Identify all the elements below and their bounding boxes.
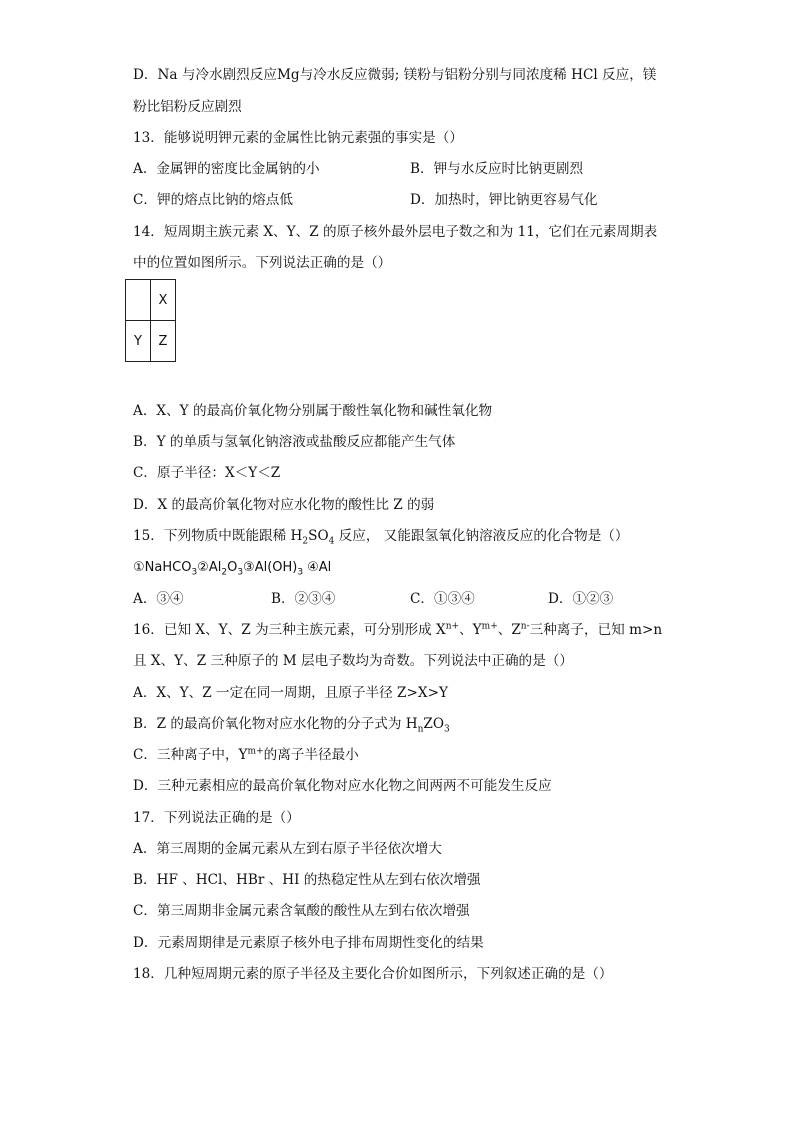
- q16-option-b: [133, 714, 450, 734]
- q16-b-sub1: n: [417, 724, 424, 735]
- q16-stem1-post: 三种离子，已知 m>n: [529, 622, 663, 638]
- q12-option-d-line2: 粉比铝粉反应剧烈: [133, 99, 242, 115]
- q13-option-a: A．金属钾的密度比金属钠的小: [133, 161, 320, 177]
- q15-option-c: C．①③④: [410, 591, 475, 607]
- q16-b-pre: B．Z 的最高价氧化物对应水化物的分子式为 H: [133, 716, 418, 732]
- q12-option-d-line1: D．Na 与冷水剧烈反应Mg与冷水反应微弱; 镁粉与铝粉分别与同浓度稀 HCl 反应，镁: [133, 67, 657, 83]
- q15-stem: [133, 526, 628, 546]
- q16-b-sub2: 3: [444, 724, 450, 735]
- q17-option-b: B．HF 、HCl、HBr 、HI 的热稳定性从左到右依次增强: [133, 872, 481, 888]
- q14-stem-line1: 14．短周期主族元素 X、Y、Z 的原子核外最外层电子数之和为 11，它们在元素周期表: [133, 224, 658, 240]
- q15-item-1-sub: 3: [191, 567, 198, 578]
- q16-option-c: [133, 745, 359, 765]
- q16-stem1-sup1: n+: [445, 621, 460, 632]
- q16-option-d: D．三种元素相应的最高价氧化物对应水化物之间两两不可能发生反应: [133, 778, 552, 794]
- q16-stem1-sup3: n-: [520, 621, 530, 632]
- q16-c-sup: m+: [247, 746, 264, 757]
- q15-items: [133, 558, 331, 578]
- q16-stem1-mid2: 、Z: [497, 622, 521, 638]
- q15-stem-sub1: 2: [302, 536, 309, 547]
- q16-stem-line1: [133, 620, 662, 640]
- q16-c-post: 的离子半径最小: [263, 747, 359, 763]
- q15-item-2-sub2: 3: [237, 567, 244, 578]
- q15-option-b: B．②③④: [271, 591, 336, 607]
- q18-stem: 18．几种短周期元素的原子半径及主要化合价如图所示，下列叙述正确的是（）: [133, 966, 613, 982]
- q15-item-2-sub1: 2: [221, 567, 228, 578]
- q13-option-c: C．钾的熔点比钠的熔点低: [133, 192, 293, 208]
- q15-item-3-sub: 3: [297, 567, 304, 578]
- q16-option-a: A．X、Y、Z 一定在同一周期，且原子半径 Z>X>Y: [133, 685, 448, 701]
- q15-item-2: ②Al: [197, 560, 222, 575]
- q15-item-1: ①NaHCO: [133, 560, 192, 575]
- q15-option-d: D．①②③: [548, 591, 614, 607]
- table-cell-x: X: [151, 280, 176, 321]
- q14-option-b: B．Y 的单质与氢氧化钠溶液或盐酸反应都能产生气体: [133, 434, 456, 450]
- q15-option-a: A．③④: [133, 591, 184, 607]
- q15-item-4: ④Al: [307, 560, 332, 575]
- q16-stem1-mid1: 、Y: [459, 622, 482, 638]
- q15-item-3: ③Al(OH): [243, 560, 298, 575]
- q13-option-d: D．加热时，钾比钠更容易气化: [410, 192, 598, 208]
- q16-stem-line2: 且 X、Y、Z 三种原子的 M 层电子数均为奇数。下列说法中正确的是（）: [133, 653, 573, 669]
- q15-stem-sub2: 4: [328, 536, 335, 547]
- q16-b-mid: ZO: [423, 716, 445, 732]
- q15-item-2-mid: O: [227, 560, 238, 575]
- q14-option-a: A．X、Y 的最高价氧化物分别属于酸性氧化物和碱性氧化物: [133, 403, 493, 419]
- q16-c-pre: C．三种离子中，Y: [133, 747, 248, 763]
- q14-option-d: D．X 的最高价氧化物对应水化物的酸性比 Z 的弱: [133, 497, 435, 513]
- q14-stem-line2: 中的位置如图所示。下列说法正确的是（）: [133, 255, 392, 271]
- table-cell-z: Z: [151, 321, 176, 362]
- q16-stem1-pre: 16．已知 X、Y、Z 为三种主族元素，可分别形成 X: [133, 622, 446, 638]
- q14-option-c: C．原子半径：X＜Y＜Z: [133, 465, 281, 481]
- q17-stem: 17．下列说法正确的是（）: [133, 810, 300, 826]
- q16-stem1-sup2: m+: [481, 621, 498, 632]
- periodic-table-fragment: [125, 279, 176, 362]
- q15-stem-mid: SO: [308, 528, 329, 544]
- q13-stem: 13．能够说明钾元素的金属性比钠元素强的事实是（）: [133, 130, 463, 146]
- q17-option-d: D．元素周期律是元素原子核外电子排布周期性变化的结果: [133, 935, 484, 951]
- q15-stem-pre: 15．下列物质中既能跟稀 H: [133, 528, 303, 544]
- table-cell-y: Y: [126, 321, 151, 362]
- q17-option-a: A．第三周期的金属元素从左到右原子半径依次增大: [133, 841, 442, 857]
- q17-option-c: C．第三周期非金属元素含氧酸的酸性从左到右依次增强: [133, 903, 470, 919]
- q15-stem-post: 反应， 又能跟氢氧化钠溶液反应的化合物是（）: [334, 528, 629, 544]
- table-cell-r1c1: [126, 280, 151, 321]
- q13-option-b: B．钾与水反应时比钠更剧烈: [410, 161, 584, 177]
